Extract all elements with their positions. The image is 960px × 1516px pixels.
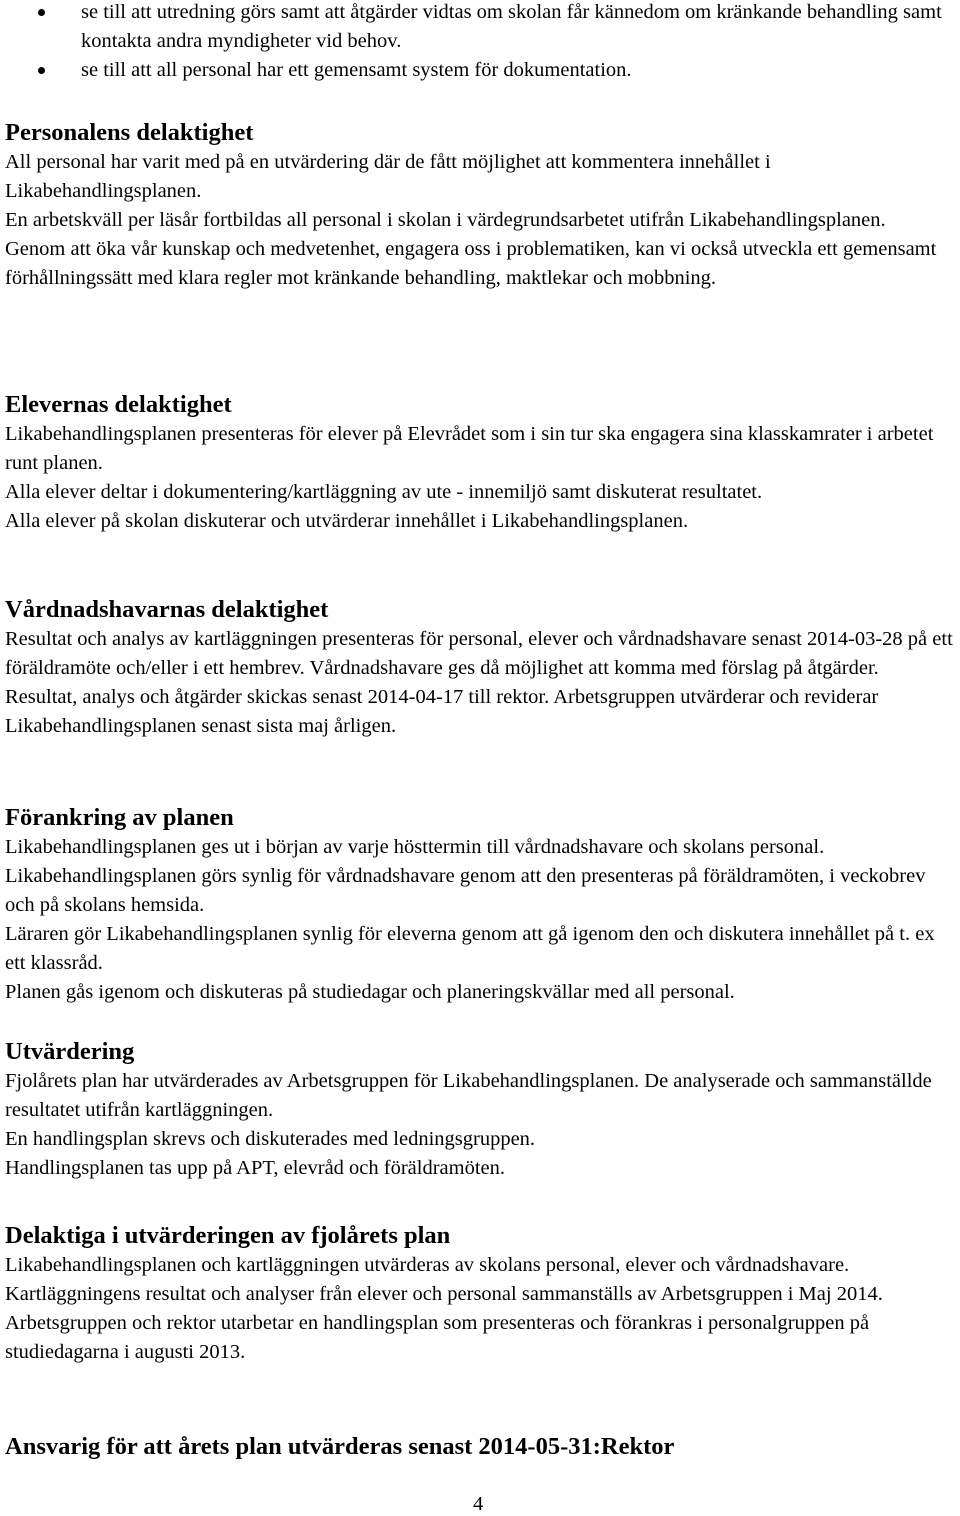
paragraph: Likabehandlingsplanen och kartläggningen utvärderas av skolans personal, elever och vårdnadshavare. Kartläggningens resultat och analyser från elever och personal sammanställs av Arbetsgruppen i Maj 2014. [5,1254,883,1305]
bullet-text: se till att all personal har ett gemensamt system för dokumentation. [81,59,632,81]
paragraph: Arbetsgruppen och rektor utarbetar en handlingsplan som presenteras och förankras i personalgruppen på studiedagarna i augusti 2013. [5,1312,870,1363]
section-heading: Delaktiga i utvärderingen av fjolårets plan [5,1222,451,1249]
paragraph: Genom att öka vår kunskap och medvetenhet, engagera oss i problematiken, kan vi också utveckla ett gemensamt förhållningssätt med klara regler mot kränkande behandling, maktlekar och mobbning. [5,238,937,289]
section-heading: Elevernas delaktighet [5,391,232,418]
responsible-statement: Ansvarig för att årets plan utvärderas senast 2014-05-31:Rektor [5,1433,675,1460]
paragraph: Likabehandlingsplanen presenteras för elever på Elevrådet som i sin tur ska engagera sina klasskamrater i arbetet runt planen. [5,423,934,474]
section-utvardering [5,1037,957,1183]
paragraph: En arbetskväll per läsår fortbildas all personal i skolan i värdegrundsarbetet utifrån Likabehandlingsplanen. [5,209,886,231]
paragraph: Fjolårets plan har utvärderades av Arbetsgruppen för Likabehandlingsplanen. De analyserade och sammanställde resultatet utifrån kartläggningen. [5,1070,932,1121]
section-heading: Förankring av planen [5,804,234,831]
paragraph: Resultat, analys och åtgärder skickas senast 2014-04-17 till rektor. Arbetsgruppen utvärderar och reviderar Likabehandlingsplanen senast sista maj årligen. [5,686,879,737]
section-delaktiga-i-utvarderingen [5,1221,957,1367]
bullet-list [5,0,957,85]
section-forankring-av-planen [5,803,957,1007]
section-heading: Vårdnadshavarnas delaktighet [5,596,329,623]
section-vardnadshavarnas-delaktighet [5,595,957,741]
paragraph: Likabehandlingsplanen ges ut i början av varje hösttermin till vårdnadshavare och skolans personal. Likabehandlingsplanen görs synlig för vårdnadshavare genom att den presenteras på föräldramöten, i veckobrev och på skolans hemsida. [5,836,926,916]
document-page [5,0,957,1460]
bullet-icon [38,67,45,74]
paragraph: Handlingsplanen tas upp på APT, elevråd och föräldramöten. [5,1157,506,1179]
paragraph: Resultat och analys av kartläggningen presenteras för personal, elever och vårdnadshavare senast 2014-03-28 på ett föräldramöte och/eller i ett hembrev. Vårdnadshavare ges då möjlighet att komma med förslag på åtgärder. [5,628,953,679]
paragraph: En handlingsplan skrevs och diskuterades med ledningsgruppen. [5,1128,536,1150]
bullet-icon [38,9,45,16]
bullet-item [5,56,957,85]
paragraph: Planen gås igenom och diskuteras på studiedagar och planeringskvällar med all personal. [5,981,735,1003]
paragraph: All personal har varit med på en utvärdering där de fått möjlighet att kommentera innehållet i Likabehandlingsplanen. [5,151,771,202]
section-elevernas-delaktighet [5,390,957,536]
section-personalens-delaktighet [5,118,957,293]
paragraph: Läraren gör Likabehandlingsplanen synlig för eleverna genom att gå igenom den och diskutera innehållet på t. ex ett klassråd. [5,923,935,974]
bullet-text: se till att utredning görs samt att åtgärder vidtas om skolan får kännedom om kränkande behandling samt kontakta andra myndigheter vid behov. [81,1,942,52]
section-heading: Utvärdering [5,1038,135,1065]
section-heading: Personalens delaktighet [5,119,254,146]
bullet-item [5,0,957,56]
paragraph: Alla elever deltar i dokumentering/kartläggning av ute - innemiljö samt diskuterat resultatet. [5,481,763,503]
paragraph: Alla elever på skolan diskuterar och utvärderar innehållet i Likabehandlingsplanen. [5,510,689,532]
page-number: 4 [473,1493,484,1515]
